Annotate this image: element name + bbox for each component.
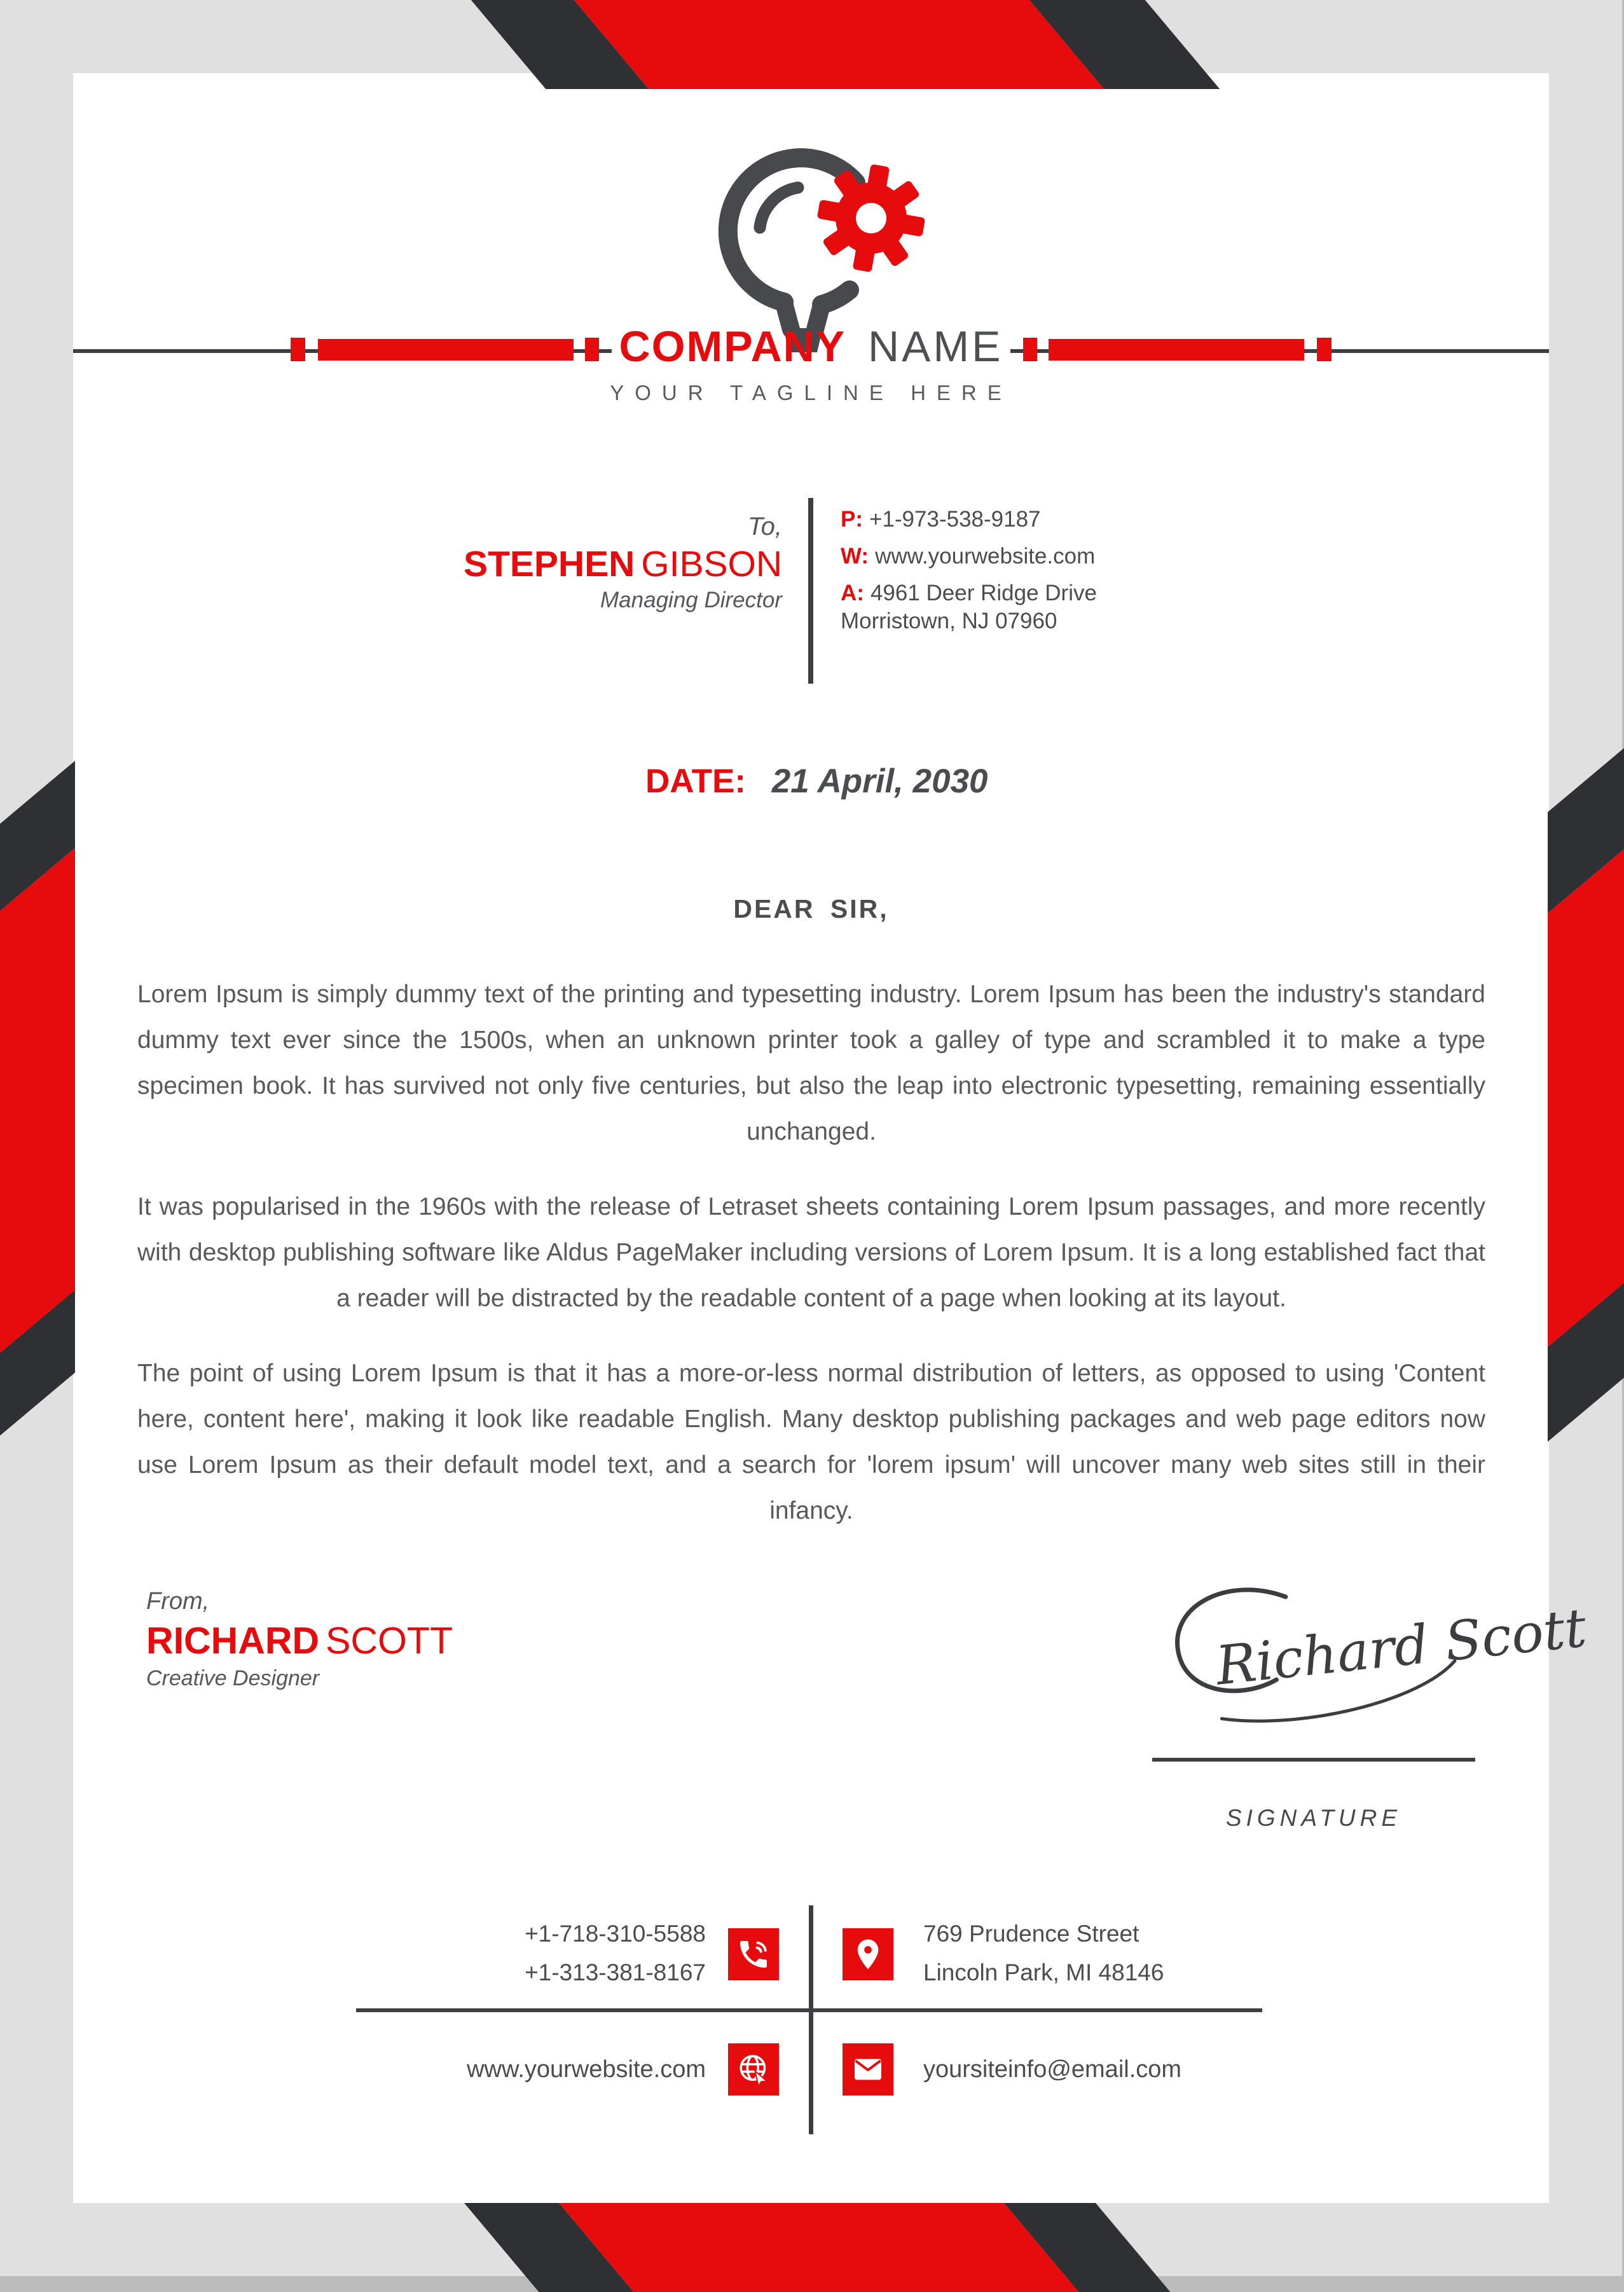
date-value: 21 April, 2030 (771, 763, 988, 800)
sender-name (146, 1618, 453, 1664)
company-name (0, 322, 1622, 371)
signature-label: SIGNATURE (1225, 1805, 1402, 1831)
footer-phones (525, 1914, 706, 1992)
body-paragraph-3: The point of using Lorem Ipsum is that it has a more-or-less normal distribution of letters, as opposed to using 'Content here, content here', making it look like readable English. Many desktop publishing packages and web page editors now use Lorem Ipsum as their default model text, and a search for 'lorem ipsum' will uncover many web sites still in their infancy. (137, 1360, 1485, 1524)
signature-text: Richard Scott (1213, 1596, 1590, 1697)
date-label: DATE: (645, 763, 746, 800)
footer-vertical-divider (809, 1905, 813, 2134)
recipient-name (464, 543, 782, 585)
recipient-first-name: STEPHEN (464, 544, 635, 584)
top-corner-decoration (0, 0, 1622, 73)
footer-phone-1: +1-718-310-5588 (525, 1921, 706, 1947)
envelope-icon (843, 2043, 893, 2095)
bottom-corner-decoration (0, 2203, 1622, 2276)
recipient-last-name: GIBSON (641, 544, 782, 584)
to-label: To, (747, 513, 782, 541)
footer-phone-2: +1-313-381-8167 (525, 1959, 706, 1985)
sender-block (146, 1585, 453, 1693)
sender-title: Creative Designer (146, 1666, 320, 1690)
contact-website: www.yourwebsite.com (875, 544, 1096, 569)
footer-address-line2: Lincoln Park, MI 48146 (923, 1959, 1164, 1985)
body-paragraph-2: It was popularised in the 1960s with the release of Letraset sheets containing Lorem Ipsum passages, and more recently with desktop publishing software like Aldus PageMaker including versions of Lorem Ipsum. It is a long established fact that a reader will be distracted by the readable content of a page when looking at its layout. (137, 1193, 1485, 1312)
company-name-secondary: NAME (867, 322, 1003, 371)
sender-last-name: SCOTT (326, 1620, 453, 1662)
contact-address-line1: 4961 Deer Ridge Drive (870, 581, 1097, 605)
from-label: From, (146, 1588, 210, 1615)
top-red-stripe (563, 0, 1104, 89)
company-name-primary: COMPANY (619, 322, 846, 371)
footer-address (923, 1914, 1164, 1992)
phone-label: P: (841, 507, 863, 532)
company-tagline: YOUR TAGLINE HERE (610, 381, 1012, 404)
footer-email: yoursiteinfo@email.com (923, 2056, 1182, 2083)
contact-address-line2: Morristown, NJ 07960 (841, 609, 1057, 633)
signature-image (1141, 1561, 1590, 1752)
recipient-contact-divider (808, 498, 813, 684)
contact-address-row2 (841, 607, 1097, 635)
web-label: W: (841, 544, 869, 569)
letter-body (137, 972, 1485, 1563)
recipient-block (464, 510, 782, 616)
bottom-red-stripe (559, 2203, 1078, 2292)
contact-block (841, 506, 1097, 635)
signature-line (1152, 1758, 1475, 1762)
contact-phone: +1-973-538-9187 (869, 507, 1041, 532)
salutation: DEAR SIR, (733, 894, 889, 923)
sender-first-name: RICHARD (146, 1620, 320, 1662)
address-label: A: (841, 581, 864, 605)
contact-phone-row (841, 506, 1097, 534)
body-paragraph-1: Lorem Ipsum is simply dummy text of the printing and typesetting industry. Lorem Ipsum has been the industry's standard dummy text ever since the 1500s, when an unknown printer took a galley of type and scrambled it to make a type specimen book. It has survived not only five centuries, but also the leap into electronic typesetting, remaining essentially unchanged. (137, 981, 1485, 1145)
date-row (645, 762, 988, 801)
contact-address-row (841, 579, 1097, 607)
contact-web-row (841, 542, 1097, 570)
footer-website: www.yourwebsite.com (467, 2056, 706, 2083)
footer-address-line1: 769 Prudence Street (923, 1921, 1139, 1947)
location-pin-icon (843, 1928, 893, 1980)
recipient-title: Managing Director (600, 588, 782, 612)
phone-icon (728, 1928, 779, 1980)
globe-icon (728, 2043, 779, 2095)
gear-icon (809, 156, 933, 280)
